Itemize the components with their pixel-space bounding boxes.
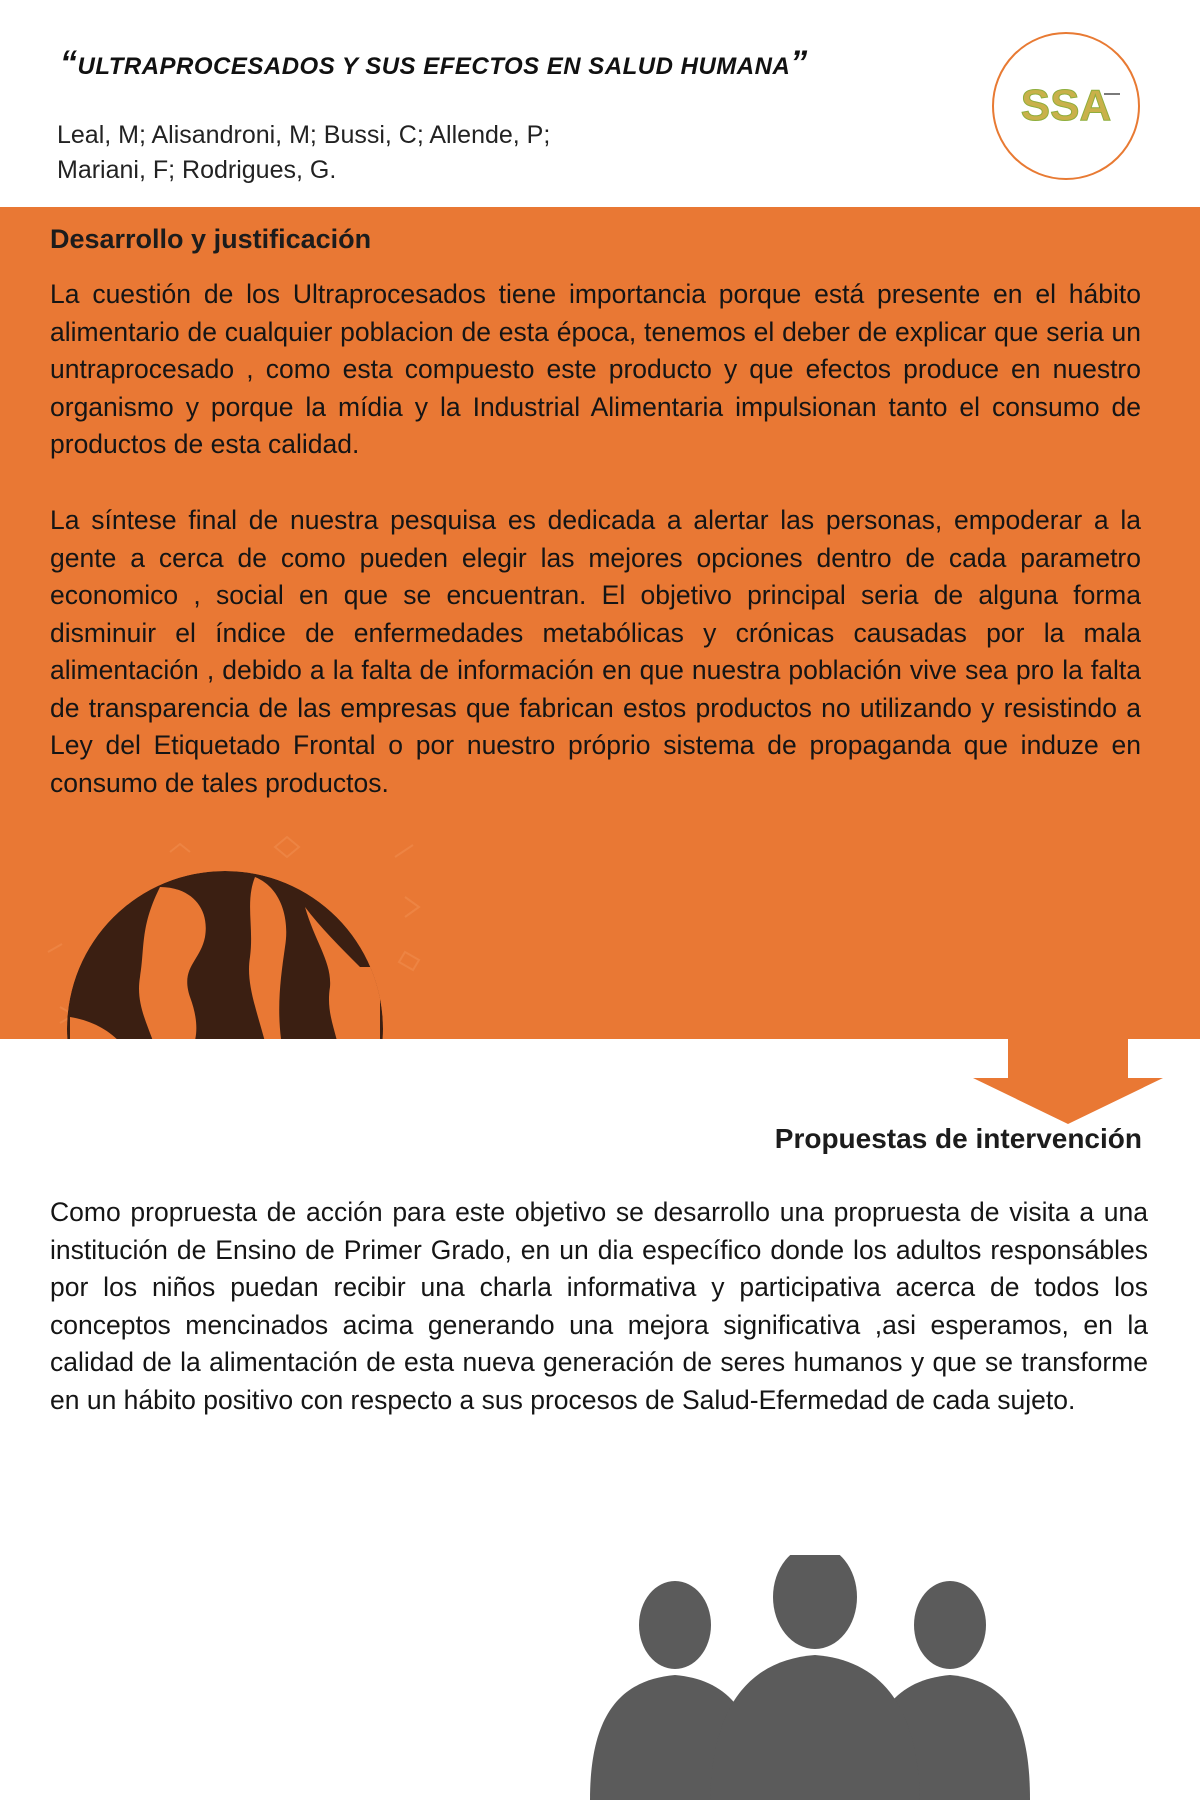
ssa-logo-graphic: [994, 34, 1138, 178]
title-text: ULTRAPROCESADOS Y SUS EFECTOS EN SALUD HUMANA: [77, 53, 791, 80]
section-heading-proposals: Propuestas de intervención: [774, 1123, 1142, 1154]
ssa-logo: [992, 32, 1140, 180]
title-close-quote: ”: [790, 44, 808, 82]
proposals-paragraph: Como propruesta de acción para este objetivo se desarrollo una propruesta de visita a una institución de Ensino de Primer Grado, en un dia específico donde los adultos responsábles por los niños puedan recibir una charla informativa y participativa acerca de todos los conceptos mencinados acima generando una mejora significativa ,asi esperamos, en la calidad de la alimentación de esta nueva generación de seres humanos y que se transforme en un hábito positivo con respecto a sus procesos de Salud-Efermedad de cada sujeto.: [50, 1197, 1148, 1415]
poster-header: [0, 0, 1200, 207]
justification-paragraph-2: La síntese final de nuestra pesquisa es dedicada a alertar las personas, empoderar a la gente a cerca de como pueden elegir las mejores opciones dentro de cada parametro economico , social en que se encuentran. El objetivo principal seria de alguna forma disminuir el índice de enfermedades metabólicas y crónicas causadas por la mala alimentación , debido a la falta de información en que nuestra población vive sea pro la falta de transparencia de las empresas que fabrican estos productos no utilizando y resistindo a Ley del Etiquetado Frontal o por nuestro próprio sistema de propaganda que induze en consumo de tales productos.: [50, 505, 1141, 798]
people-silhouette-icon: [580, 1555, 1160, 1800]
logo-text: SSA: [1020, 81, 1112, 130]
title-open-quote: “: [60, 44, 78, 82]
justification-panel: [0, 207, 1200, 1039]
justification-paragraph-1: La cuestión de los Ultraprocesados tiene importancia porque está presente en el hábito alimentario de cualquier poblacion de esta época, tenemos el deber de explicar que seria un untraprocesado , como esta compuesto este producto y que efectos produce en nuestro organismo y porque la mídia y la Industrial Alimentaria impulsionan tanto el consumo de productos de esta calidad.: [50, 279, 1141, 459]
globe-icon: [40, 847, 400, 1039]
authors-line-2: Mariani, F; Rodrigues, G.: [57, 156, 337, 184]
poster-title: [60, 44, 808, 83]
section-heading-justification: Desarrollo y justificación: [50, 224, 372, 254]
down-arrow-icon: [968, 1038, 1168, 1125]
authors-line-1: Leal, M; Alisandroni, M; Bussi, C; Allende, P;: [57, 121, 551, 149]
authors: [57, 118, 550, 188]
